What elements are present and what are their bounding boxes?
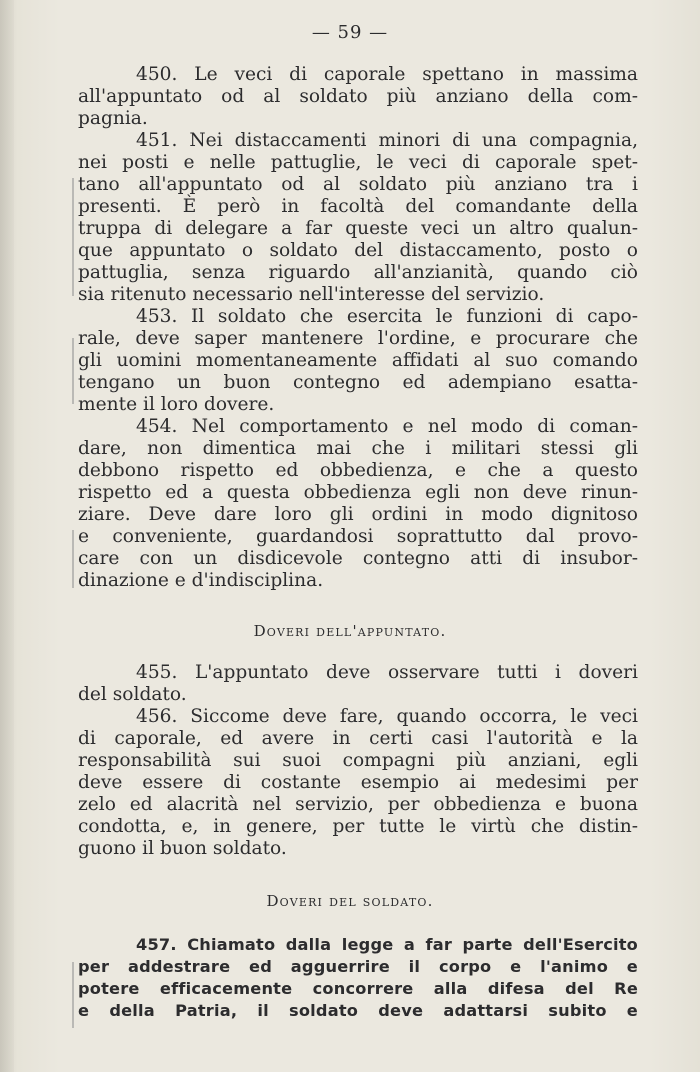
- section-heading-appuntato: Doveri dell'appuntato.: [253, 622, 447, 640]
- text-line: 457. Chiamato dalla legge a far parte dell'Esercito: [136, 935, 638, 954]
- text-line: rispetto ed a questa obbedienza egli non deve rinun-: [78, 482, 638, 503]
- text-line: dinazione e d'indisciplina.: [78, 570, 324, 591]
- text-line: sia ritenuto necessario nell'interesse del servizio.: [78, 284, 545, 305]
- text-line: debbono rispetto ed obbedienza, e che a questo: [78, 460, 638, 481]
- text-line: 450. Le veci di caporale spettano in massima: [136, 64, 638, 85]
- text-line: tengano un buon contegno ed adempiano esatta-: [78, 372, 638, 393]
- text-block-top: [78, 64, 638, 592]
- paragraph-453: [78, 306, 638, 416]
- text-line: tano all'appuntato od al soldato più anziano tra i: [78, 174, 638, 195]
- text-line: all'appuntato od al soldato più anziano della com-: [78, 86, 638, 107]
- section-heading-soldato: Doveri del soldato.: [266, 892, 434, 910]
- binding-edge: [0, 0, 14, 1072]
- margin-pencil-mark: [72, 530, 74, 588]
- text-line: gli uomini momentaneamente affidati al suo comando: [78, 350, 638, 371]
- text-line: pattuglia, senza riguardo all'anzianità, quando ciò: [78, 262, 638, 283]
- paragraph-450: [78, 64, 638, 130]
- margin-pencil-mark: [72, 962, 74, 1028]
- text-line: e conveniente, guardandosi soprattutto dal provo-: [78, 526, 638, 547]
- text-line: 454. Nel comportamento e nel modo di coman-: [136, 416, 638, 437]
- text-line: di caporale, ed avere in certi casi l'autorità e la: [78, 728, 638, 749]
- text-line: del soldato.: [78, 684, 187, 705]
- text-line: 451. Nei distaccamenti minori di una compagnia,: [136, 130, 638, 151]
- text-line: nei posti e nelle pattuglie, le veci di caporale spet-: [78, 152, 638, 173]
- text-line: per addestrare ed agguerrire il corpo e l'animo e: [78, 957, 638, 976]
- text-line: presenti. È però in facoltà del comandante della: [78, 196, 638, 217]
- text-line: potere efficacemente concorrere alla difesa del Re: [78, 979, 638, 998]
- text-line: mente il loro dovere.: [78, 394, 275, 415]
- margin-pencil-mark: [72, 338, 74, 404]
- text-line: e della Patria, il soldato deve adattarsi subito e: [78, 1001, 638, 1020]
- paragraph-455: [78, 662, 638, 706]
- page-number: — 59 —: [311, 22, 389, 43]
- paragraph-457: [78, 934, 638, 1022]
- margin-pencil-mark: [72, 178, 74, 296]
- text-line: que appuntato o soldato del distaccamento, posto o: [78, 240, 638, 261]
- text-line: care con un disdicevole contegno atti di insubor-: [78, 548, 638, 569]
- paragraph-456: [78, 706, 638, 860]
- paragraph-454: [78, 416, 638, 592]
- text-line: responsabilità sui suoi compagni più anziani, egli: [78, 750, 638, 771]
- text-line: zelo ed alacrità nel servizio, per obbedienza e buona: [78, 794, 638, 815]
- text-line: ziare. Deve dare loro gli ordini in modo dignitoso: [78, 504, 638, 525]
- text-line: rale, deve saper mantenere l'ordine, e procurare che: [78, 328, 638, 349]
- text-line: deve essere di costante esempio ai medesimi per: [78, 772, 638, 793]
- paragraph-451: [78, 130, 638, 306]
- text-line: pagnia.: [78, 108, 148, 129]
- text-line: 453. Il soldato che esercita le funzioni di capo-: [136, 306, 638, 327]
- text-line: 455. L'appuntato deve osservare tutti i doveri: [136, 662, 638, 683]
- text-line: truppa di delegare a far queste veci un altro qualun-: [78, 218, 638, 239]
- text-block-bottom: [78, 934, 638, 1022]
- text-line: dare, non dimentica mai che i militari stessi gli: [78, 438, 638, 459]
- text-block-middle: [78, 662, 638, 860]
- text-line: condotta, e, in genere, per tutte le virtù che distin-: [78, 816, 638, 837]
- text-line: 456. Siccome deve fare, quando occorra, le veci: [136, 706, 638, 727]
- text-line: guono il buon soldato.: [78, 838, 287, 859]
